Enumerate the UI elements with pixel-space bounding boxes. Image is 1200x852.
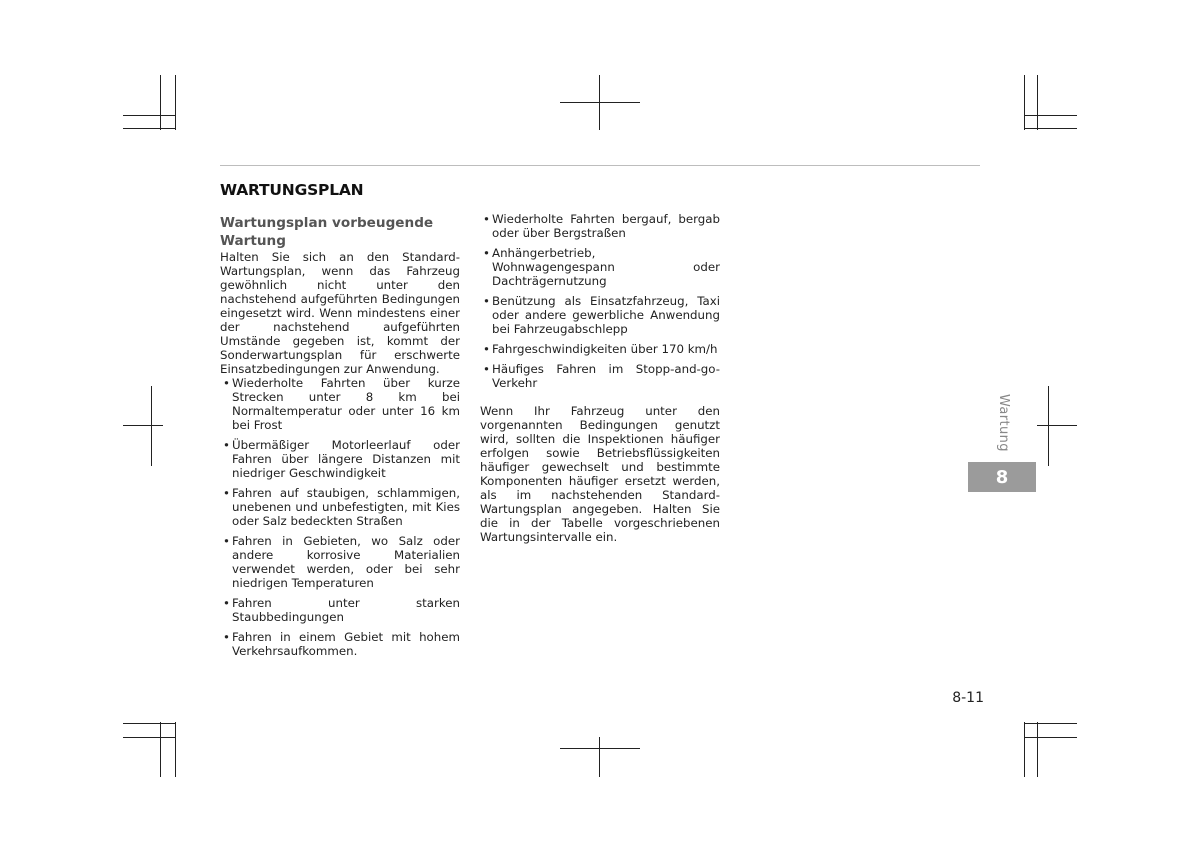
closing-paragraph: Wenn Ihr Fahrzeug unter den vorgenannten Bedingungen genutzt wird, sollten die Inspektionen häufiger erfolgen sowie Betriebsflüssigkeiten häufiger gewechselt und bestimmte Komponenten häufiger ersetzt werden, als im nachstehenden Standard-Wartungsplan angegeben. Halten Sie die in der Tabelle vorgeschriebenen Wartungsintervalle ein. [480,404,720,544]
crop-mark [123,115,176,116]
list-item: • Benützung als Einsatzfahrzeug, Taxi oder andere gewerbliche Anwendung bei Fahrzeugabschlepp [480,294,720,336]
list-item: • Wiederholte Fahrten bergauf, bergab oder über Bergstraßen [480,212,720,240]
page-number: 8-11 [952,690,984,706]
list-item: • Wiederholte Fahrten über kurze Strecken unter 8 km bei Normaltemperatur oder unter 16 km bei Frost [220,376,460,432]
crop-mark [175,722,176,777]
crop-mark [160,722,161,777]
section-label: Wartung [996,394,1011,452]
crop-mark [151,386,152,466]
list-item: • Fahren in Gebieten, wo Salz oder andere korrosive Materialien verwendet werden, oder bei sehr niedrigen Temperaturen [220,534,460,590]
crop-mark [1024,737,1077,738]
list-item: • Häufiges Fahren im Stopp-and-go-Verkehr [480,362,720,390]
list-item: • Fahren auf staubigen, schlammigen, unebenen und unbefestigten, mit Kies oder Salz bedeckten Straßen [220,486,460,528]
crop-mark [1024,115,1077,116]
list-item: • Fahren unter starken Staubbedingungen [220,596,460,624]
conditions-list-left [220,376,460,658]
crop-mark [123,737,176,738]
crop-mark [1037,722,1038,777]
crop-mark [175,75,176,130]
crop-mark [123,425,163,426]
middle-column [480,212,720,544]
crop-mark [160,75,161,130]
crop-mark [1048,386,1049,466]
crop-mark [123,128,176,129]
list-item: • Fahren in einem Gebiet mit hohem Verkehrsaufkommen. [220,630,460,658]
crop-mark [1037,425,1077,426]
page-title: WARTUNGSPLAN [220,181,364,199]
left-column [220,214,460,664]
crop-mark [1024,722,1025,777]
chapter-tab: 8 [968,462,1036,492]
crop-mark [1037,75,1038,130]
crop-mark [560,102,640,103]
intro-paragraph: Halten Sie sich an den Standard-Wartungsplan, wenn das Fahrzeug gewöhnlich nicht unter den nachstehend aufgeführten Bedingungen eingesetzt wird. Wenn mindestens einer der nachstehend aufgeführten Umstände gegeben ist, kommt der Sonderwartungsplan für erschwerte Einsatzbedingungen zur Anwendung. [220,250,460,376]
crop-mark [560,748,640,749]
crop-mark [1024,723,1077,724]
crop-mark [123,723,176,724]
section-side-label [995,394,1011,458]
section-subheading: Wartungsplan vorbeugende Wartung [220,215,434,249]
list-item: • Anhängerbetrieb, Wohnwagengespann oder Dachträgernutzung [480,246,720,288]
list-item: • Fahrgeschwindigkeiten über 170 km/h [480,342,720,356]
list-item: • Übermäßiger Motorleerlauf oder Fahren über längere Distanzen mit niedriger Geschwindigkeit [220,438,460,480]
crop-mark [1024,128,1077,129]
crop-mark [1024,75,1025,130]
conditions-list-right [480,212,720,390]
header-rule [220,165,980,166]
crop-mark [599,737,600,777]
